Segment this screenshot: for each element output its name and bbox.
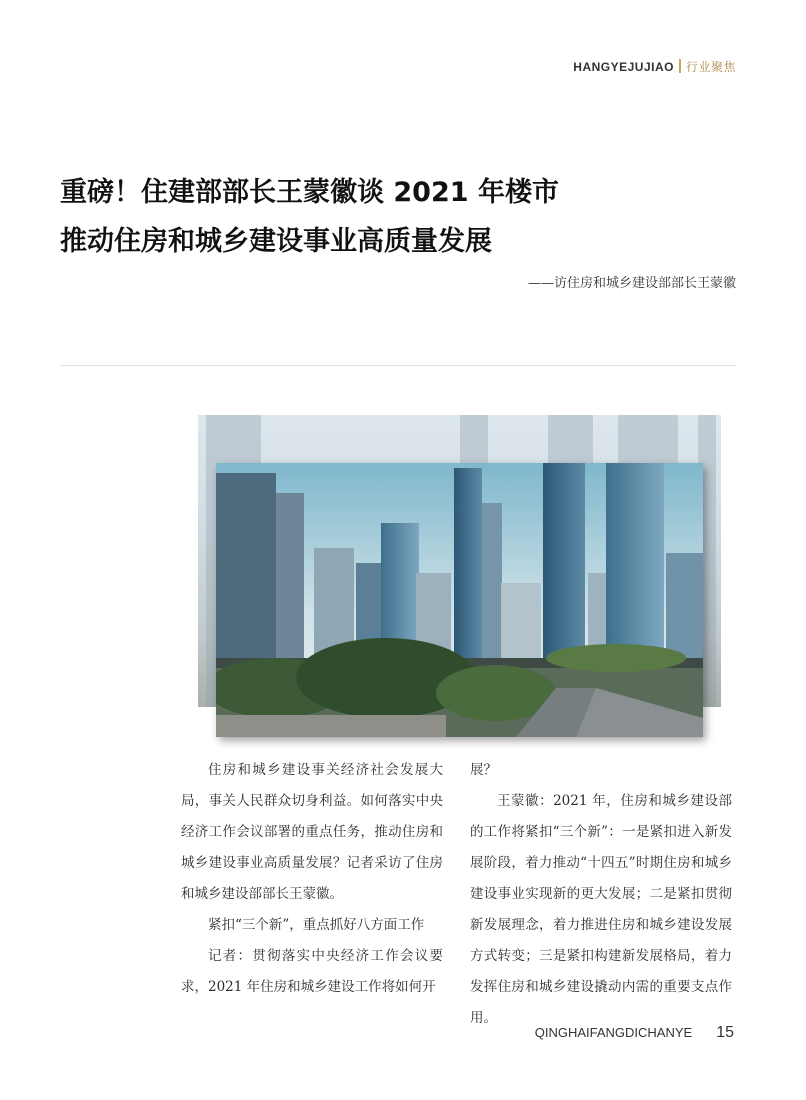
divider-rule — [60, 365, 736, 366]
left-column — [181, 755, 443, 1003]
article-subtitle: ——访住房和城乡建设部部长王蒙徽 — [527, 276, 736, 291]
answer-paragraph: 王蒙徽：2021 年，住房和城乡建设部的工作将紧扣“三个新”：一是紧扣进入新发展阶段，着力推动“十四五”时期住房和城乡建设事业实现新的更大发展；二是紧扣贯彻新发展理念，着力推进住房和城乡建设发展方式转变；三是紧扣构建新发展格局，着力发挥住房和城乡建设撬动内需的重要支点作用。 — [470, 793, 732, 1026]
divider — [679, 59, 681, 73]
section-name-zh: 行业聚焦 — [685, 60, 736, 74]
running-head — [573, 58, 736, 75]
page-footer — [535, 1024, 734, 1042]
article-title — [60, 168, 559, 266]
section-name-en: HANGYEJUJIAO — [573, 60, 674, 74]
city-photo — [216, 463, 703, 737]
page-number: 15 — [716, 1024, 734, 1041]
intro-paragraph: 住房和城乡建设事关经济社会发展大局，事关人民群众切身利益。如何落实中央经济工作会议部署的重点任务，推动住房和城乡建设事业高质量发展？记者采访了住房和城乡建设部部长王蒙徽。 — [181, 762, 443, 902]
question-paragraph: 记者：贯彻落实中央经济工作会议要求，2021 年住房和城乡建设工作将如何开 — [181, 948, 443, 995]
right-column — [470, 755, 732, 1034]
title-line-2: 推动住房和城乡建设事业高质量发展 — [60, 226, 492, 257]
section-heading: 紧扣“三个新”，重点抓好八方面工作 — [208, 917, 425, 933]
title-line-1: 重磅！住建部部长王蒙徽谈 2021 年楼市 — [60, 177, 559, 208]
question-continued: 展？ — [470, 762, 497, 778]
magazine-name: QINGHAIFANGDICHANYE — [534, 1025, 693, 1040]
